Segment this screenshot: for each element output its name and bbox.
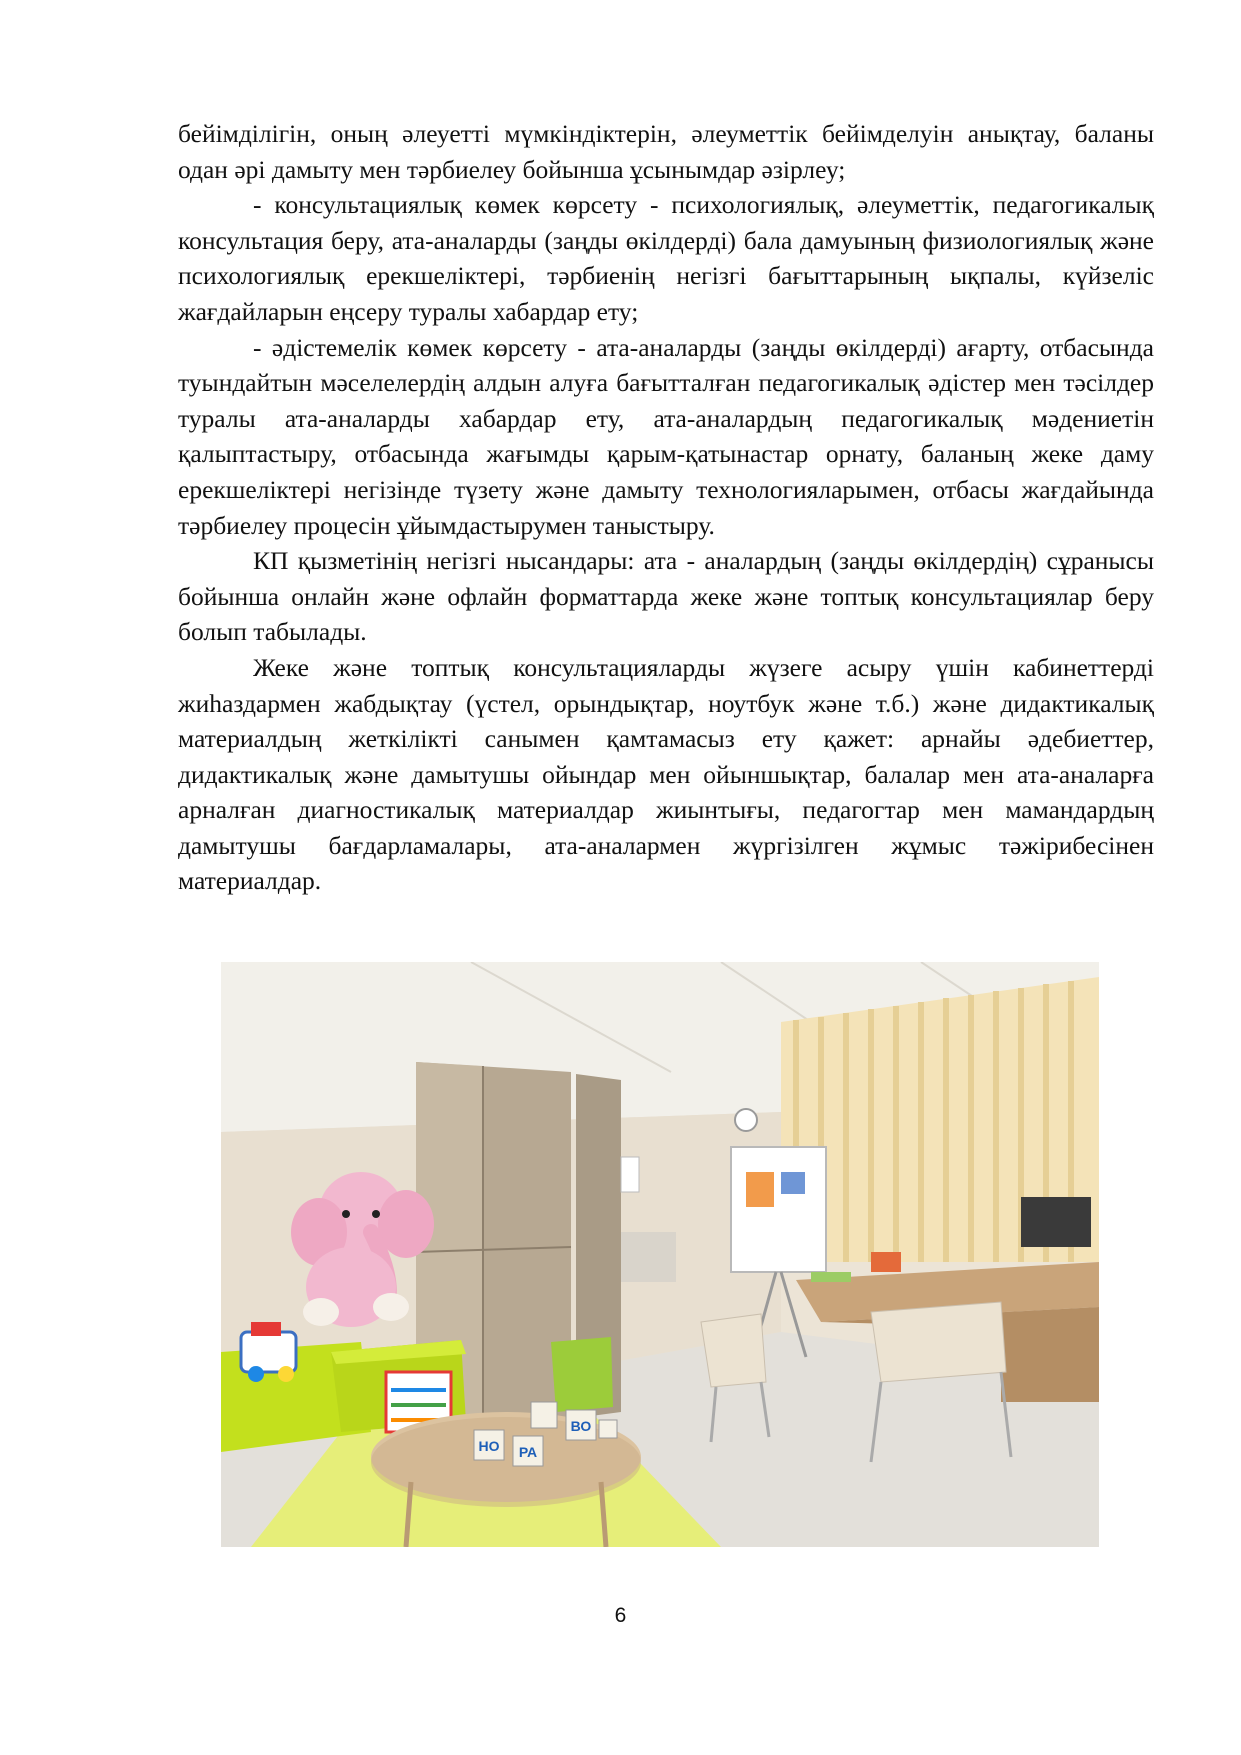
- svg-text:ВО: ВО: [570, 1418, 592, 1434]
- letter-block: [513, 1436, 543, 1466]
- svg-text:НО: НО: [478, 1438, 500, 1454]
- body-text: [178, 116, 1154, 899]
- page-number: 6: [614, 1604, 627, 1627]
- toy-train: [241, 1322, 296, 1382]
- paragraph-consulting-help: - консультациялық көмек көрсету - психологиялық, әлеуметтік, педагогикалық консультация беру, ата-аналарды (заңды өкілдерді) бала дамуының физиологиялық және психологиялық ерекшеліктері, тәрбиенің негізгі бағыттарының ықпалы, күйзеліс жағдайларын еңсеру туралы хабардар ету;: [178, 190, 1154, 326]
- letter-block: [566, 1410, 596, 1440]
- paragraph-methodical-help: - әдістемелік көмек көрсету - ата-аналарды (заңды өкілдерді) ағарту, отбасында туындайтын мәселелердің алдын алуға бағытталған педагогикалық әдістер мен тәсілдер туралы ата-аналарды хабардар ету, ата-аналардың педагогикалық мәдениетін қалыптастыру, отбасында жағымды қарым-қатынастар орнату, баланың жеке даму ерекшеліктері негізінде түзету және дамыту технологияларымен, отбасы жағдайында тәрбиелеу процесін ұйымдастырумен таныстыру.: [178, 332, 1154, 540]
- paragraph-continuation: бейімділігін, оның әлеуетті мүмкіндіктерін, әлеуметтік бейімделуін анықтау, баланы одан әрі дамыту мен тәрбиелеу бойынша ұсынымдар әзірлеу;: [178, 119, 1154, 184]
- letter-block: [474, 1430, 504, 1460]
- paragraph-main-forms: КП қызметінің негізгі нысандары: ата - аналардың (заңды өкілдердің) сұранысы бойынша онлайн және офлайн форматтарда жеке және топтық консультациялар беру болып табылады.: [178, 546, 1154, 647]
- consultation-room-photo: [221, 962, 1099, 1547]
- svg-text:РА: РА: [518, 1444, 538, 1460]
- paragraph-equipment: Жеке және топтық консультацияларды жүзеге асыру үшін кабинеттерді жиһаздармен жабдықтау (үстел, орындықтар, ноутбук және т.б.) және дидактикалық материалдың жеткілікті санымен қамтамасыз ету қажет: арнайы әдебиеттер, дидактикалық және дамытушы ойындар мен ойыншықтар, балалар мен ата-аналарға арналған диагностикалық материалдар жиынтығы, педагогтар мен мамандардың дамытушы бағдарламалары, ата-аналармен жүргізілген жұмыс тәжірибесінен материалдар.: [178, 652, 1154, 896]
- wall-clock: [735, 1109, 757, 1131]
